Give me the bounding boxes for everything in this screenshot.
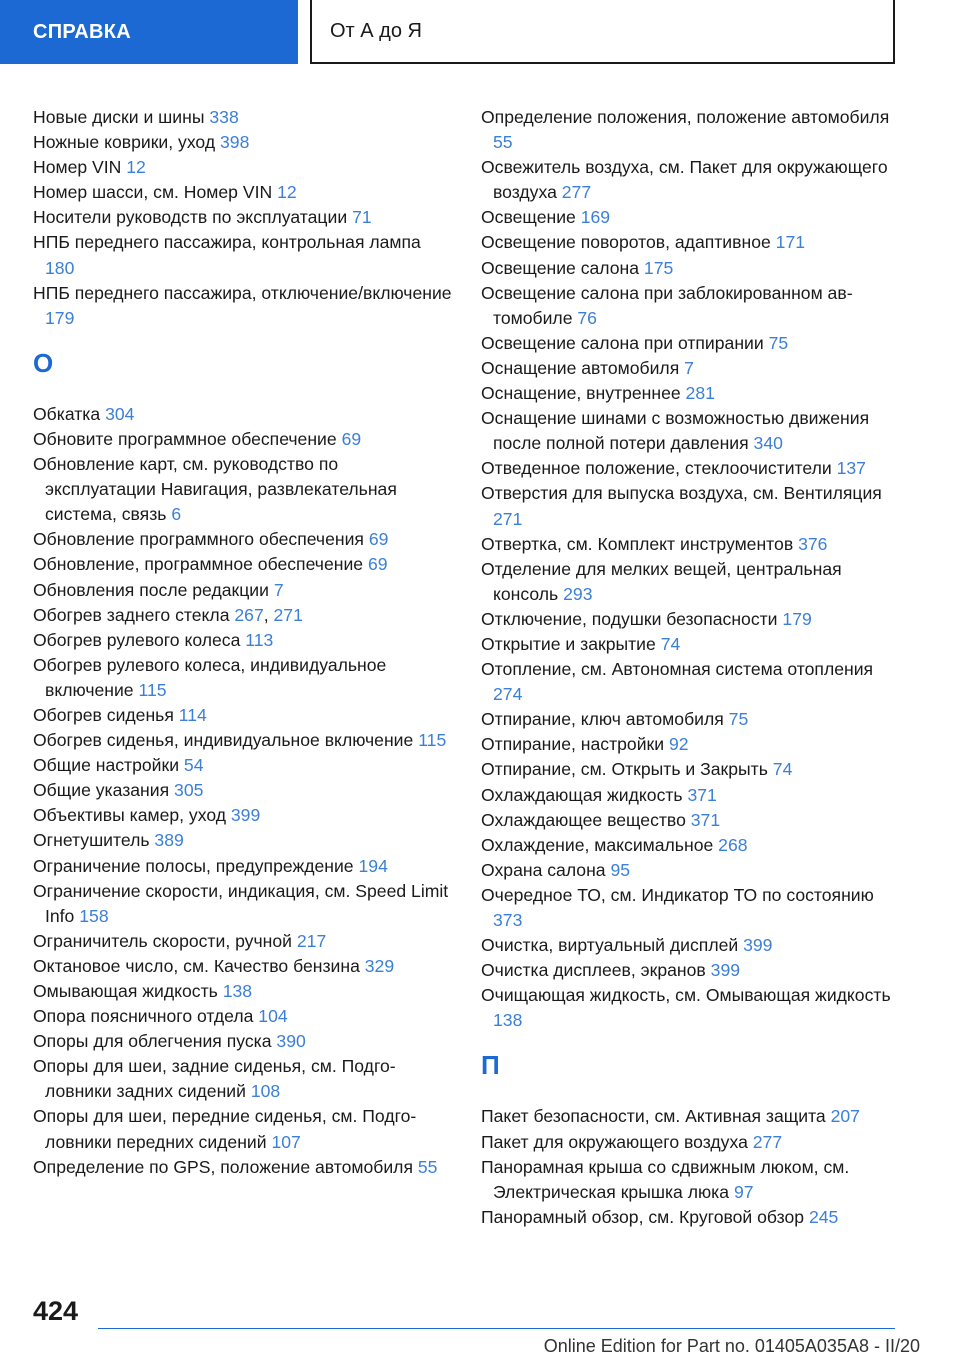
page-reference-link[interactable]: 245 [808, 1206, 839, 1227]
index-entry-term: Опоры для облегчения пуска [33, 1031, 272, 1052]
index-entry-term: Обновление, программное обеспечение [33, 554, 364, 575]
index-entry [481, 557, 901, 607]
index-letter-heading: П [481, 1050, 500, 1081]
index-entry [33, 1029, 453, 1054]
index-entry-term: Номер VIN [33, 157, 122, 178]
page-reference-link[interactable]: 69 [368, 529, 389, 550]
index-entry [33, 828, 453, 853]
index-entry-term: Обогрев сиденья, индивидуальное включение [33, 730, 414, 751]
index-entry [481, 1130, 901, 1155]
index-entry-term: Огнетушитель [33, 830, 150, 851]
index-entry [33, 452, 453, 527]
page-reference-link[interactable]: 92 [668, 734, 689, 755]
index-column-left [33, 105, 453, 1180]
page-reference-link[interactable]: 171 [775, 232, 806, 253]
index-entry-term: Определение положения, положение автомобиля [481, 107, 890, 127]
page-reference-link[interactable]: 108 [250, 1081, 281, 1102]
page-reference-link[interactable]: 399 [710, 960, 741, 981]
index-entry-term: Опоры для шеи, передние сиденья, см. Подголовники передних сидений [33, 1106, 417, 1152]
page-reference-link[interactable]: 113 [245, 629, 274, 650]
page-reference-link[interactable]: 55 [417, 1156, 438, 1177]
index-entry [481, 406, 901, 456]
index-entry [481, 331, 901, 356]
index-entry [481, 757, 901, 782]
page-reference-link[interactable]: 169 [580, 207, 611, 228]
index-entry-term: Ограничение скорости, индикация, см. Speed Limit Info [33, 880, 449, 926]
page-reference-link[interactable]: 12 [277, 182, 297, 203]
page-reference-link[interactable]: 97 [733, 1181, 754, 1202]
index-entry [481, 732, 901, 757]
index-entry [33, 1004, 453, 1029]
page-reference-link[interactable]: 74 [772, 759, 793, 780]
index-entry [481, 256, 901, 281]
section-label: СПРАВКА [33, 20, 132, 43]
index-entry [481, 883, 901, 933]
index-entry [481, 356, 901, 381]
index-entry-term: Оснащение, внутреннее [481, 383, 681, 404]
index-entry-term: Охлаждающая жидкость [481, 784, 683, 805]
index-entry-term: Обновления после редакции [33, 579, 269, 600]
page-reference-link[interactable]: 304 [105, 403, 135, 424]
page-reference-link[interactable]: 54 [183, 755, 204, 776]
index-entry [33, 929, 453, 954]
page-number: 424 [33, 1296, 79, 1326]
page-reference-link[interactable]: 271 [273, 604, 303, 625]
index-entry-term: Обогрев заднего стекла [33, 604, 230, 625]
page-reference-link[interactable]: 158 [79, 905, 109, 926]
index-entry-term: Освещение салона [481, 257, 640, 278]
index-entry-term: Общие указания [33, 780, 170, 801]
index-entry-term: Октановое число, см. Качество бензина [33, 955, 360, 976]
index-letter-heading: О [33, 347, 54, 378]
index-entry-term: Опора поясничного отдела [33, 1006, 254, 1027]
index-entry: Обогрев заднего стекла 267, 271 [33, 604, 303, 625]
index-entry-term: Отвертка, см. Комплект инструментов [481, 533, 794, 554]
index-entry [33, 1104, 453, 1154]
section-tab [0, 0, 298, 64]
page-reference-link[interactable]: 267 [234, 604, 264, 625]
index-entry [33, 230, 453, 280]
index-entry-term: Освещение поворотов, адаптивное [481, 232, 771, 253]
footer-divider [98, 1328, 895, 1329]
page-reference-link[interactable]: 75 [728, 709, 749, 730]
index-entry [33, 778, 453, 803]
index-entry [481, 1205, 901, 1230]
index-entry-term: Оснащение автомобиля [481, 357, 680, 378]
index-entry-term: Отпирание, настройки [481, 734, 665, 755]
index-entry-term: Обогрев сиденья [33, 704, 174, 725]
index-entry-term: Номер шасси, см. Номер VIN [33, 182, 273, 203]
index-entry-term: Охлаждающее вещество [481, 809, 686, 830]
page-reference-link[interactable]: 75 [768, 332, 789, 353]
index-entry [33, 703, 453, 728]
page-reference-link[interactable]: 115 [138, 679, 167, 700]
index-entry-term: Определение по GPS, положение автомобиля [33, 1156, 413, 1177]
index-entry [33, 105, 453, 130]
page-reference-link[interactable]: 71 [352, 207, 372, 228]
index-entry-term: Освещение салона при заблокированном автомобиле [481, 282, 853, 328]
page-reference-link[interactable]: 340 [753, 433, 783, 454]
index-entry-term: Очистка дисплеев, экранов [481, 960, 706, 981]
index-entry-term: Очередное ТО, см. Индикатор ТО по состоянию [481, 884, 874, 905]
index-entry [33, 552, 453, 577]
index-entry [33, 753, 453, 778]
index-entry [481, 632, 901, 657]
page-reference-link[interactable]: 277 [752, 1131, 783, 1152]
index-entry [33, 1155, 453, 1180]
index-entry-term: Отключение, подушки безопасности [481, 608, 778, 629]
page-reference-link[interactable]: 389 [154, 830, 184, 851]
index-entry-term: Обогрев рулевого колеса [33, 629, 241, 650]
page-reference-link[interactable]: 329 [364, 955, 395, 976]
page-reference-link[interactable]: 371 [690, 809, 721, 830]
index-entry [481, 808, 901, 833]
page-reference-link[interactable]: 95 [610, 859, 631, 880]
index-entry-term: НПБ переднего пассажира, контрольная лампа [33, 232, 421, 253]
index-entry-term: Ограничение полосы, предупреждение [33, 855, 354, 876]
page-reference-link[interactable]: 69 [341, 428, 362, 449]
index-entry-term: Очистка, виртуальный дисплей [481, 935, 739, 956]
index-entry-term: Отделение для мелких вещей, центральная консоль [481, 558, 842, 604]
page-reference-link[interactable]: 69 [367, 554, 388, 575]
index-entry [481, 155, 901, 205]
index-entry-term: Пакет для окружающего воздуха [481, 1131, 748, 1152]
index-column-right [481, 105, 901, 1230]
index-entry [33, 728, 453, 753]
page-reference-link[interactable]: 138 [493, 1010, 523, 1031]
index-entry [481, 381, 901, 406]
page-reference-link[interactable]: 107 [271, 1131, 301, 1152]
page-reference-link[interactable]: 180 [45, 257, 75, 278]
index-entry-term: Общие настройки [33, 755, 180, 776]
index-entry [481, 205, 901, 230]
index-entry [481, 833, 901, 858]
index-entry-term: Обновите программное обеспечение [33, 428, 337, 449]
index-entry [481, 230, 901, 255]
index-entry [481, 481, 901, 531]
index-entry-term: Ограничитель скорости, ручной [33, 930, 292, 951]
page-reference-link[interactable]: 74 [660, 633, 681, 654]
edition-footer: Online Edition for Part no. 01405A035A8 - II/20 [543, 1336, 920, 1356]
index-entry-term: Освещение [481, 207, 576, 228]
page-reference-link[interactable]: 12 [126, 157, 146, 178]
index-entry-term: НПБ переднего пассажира, отключение/включение [33, 282, 452, 303]
index-entry-term: Пакет безопасности, см. Активная защита [481, 1106, 826, 1127]
index-entry [481, 281, 901, 331]
index-entry [481, 657, 901, 707]
index-entry [33, 628, 453, 653]
page-reference-link[interactable]: 7 [273, 579, 284, 600]
index-entry-term: Новые диски и шины [33, 107, 205, 127]
index-entry [33, 1054, 453, 1104]
page-reference-link[interactable]: 194 [358, 855, 388, 876]
page-reference-link[interactable]: 371 [687, 784, 717, 805]
page-reference-link[interactable]: 398 [220, 132, 250, 153]
page-reference-link[interactable]: 376 [798, 533, 828, 554]
page-reference-link[interactable]: 7 [684, 357, 694, 378]
page-reference-link[interactable]: 399 [230, 805, 261, 826]
index-entry-term: Ножные коврики, уход [33, 132, 216, 153]
page-reference-link[interactable]: 175 [643, 257, 674, 278]
index-entry [481, 858, 901, 883]
index-entry [33, 180, 453, 205]
index-entry-term: Обновление программного обеспечения [33, 529, 364, 550]
index-entry-term: Отведенное положение, стеклоочистители [481, 458, 832, 479]
index-entry [33, 427, 453, 452]
index-entry-term: Обогрев рулевого колеса, индивидуальное включение [33, 654, 387, 700]
index-entry-term: Отпирание, ключ автомобиля [481, 709, 724, 730]
page-reference-link[interactable]: 217 [296, 930, 327, 951]
index-entry [481, 1104, 901, 1129]
index-entry-term: Панорамная крыша со сдвижным люком, см. Электрическая крышка люка [481, 1156, 850, 1202]
index-entry [481, 532, 901, 557]
page-reference-link[interactable]: 76 [577, 307, 597, 328]
page-reference-link[interactable]: 55 [493, 132, 513, 153]
index-entry-term: Панорамный обзор, см. Круговой обзор [481, 1206, 805, 1227]
index-entry [33, 205, 453, 230]
index-entry [481, 783, 901, 808]
index-entry-term: Обновление карт, см. руководство по эксплуатации Навигация, развлекательная система, связь [33, 454, 397, 525]
page-reference-link[interactable]: 6 [171, 504, 182, 525]
index-entry [33, 281, 453, 331]
index-entry [33, 578, 453, 603]
page-reference-link[interactable]: 138 [222, 981, 253, 1001]
index-entry [33, 130, 453, 155]
index-entry [33, 954, 453, 979]
index-entry [481, 1155, 901, 1205]
index-entry [481, 456, 901, 481]
index-entry-term: Очищающая жидкость, см. Омывающая жидкость [481, 985, 891, 1006]
index-entry-term: Освежитель воздуха, см. Пакет для окружающего воздуха [481, 157, 888, 203]
index-entry-term: Опоры для шеи, задние сиденья, см. Подголовники задних сидений [33, 1056, 396, 1102]
page-reference-link[interactable]: 115 [418, 730, 447, 751]
index-entry-term: Охрана салона [481, 859, 606, 880]
page-reference-link[interactable]: 399 [743, 935, 773, 956]
index-entry [33, 653, 453, 703]
page-reference-link[interactable]: 390 [276, 1031, 306, 1052]
index-entry-term: Оснащение шинами с возможностью движения после полной потери давления [481, 408, 870, 454]
index-entry [481, 983, 901, 1033]
page-reference-link[interactable]: 104 [258, 1006, 288, 1027]
index-entry-term: Отверстия для выпуска воздуха, см. Вентиляция [481, 483, 882, 504]
page-reference-link[interactable]: 114 [178, 704, 207, 725]
index-entry [481, 707, 901, 732]
page-reference-link[interactable]: 305 [174, 780, 204, 801]
page-reference-link[interactable]: 274 [493, 684, 523, 705]
index-entry [33, 402, 453, 427]
index-entry [481, 933, 901, 958]
index-entry [33, 527, 453, 552]
index-entry [33, 979, 453, 1004]
chapter-title: От А до Я [330, 19, 422, 42]
page-reference-link[interactable]: 271 [493, 508, 523, 529]
page-reference-link[interactable]: 179 [782, 608, 812, 629]
page-reference-link[interactable]: 268 [718, 834, 748, 855]
index-entry [33, 854, 453, 879]
index-entry-term: Охлаждение, максимальное [481, 834, 714, 855]
index-entry-term: Омывающая жидкость [33, 981, 218, 1001]
index-entry [33, 803, 453, 828]
index-entry-term: Отпирание, см. Открыть и Закрыть [481, 759, 768, 780]
page-reference-link[interactable]: 281 [685, 383, 715, 404]
page-reference-link[interactable]: 293 [563, 583, 593, 604]
index-entry [33, 879, 453, 929]
index-entry-term: Носители руководств по эксплуатации [33, 207, 348, 228]
index-entry-term: Обкатка [33, 403, 101, 424]
page-reference-link[interactable]: 179 [45, 307, 75, 328]
page-reference-link[interactable]: 277 [561, 182, 592, 203]
index-entry-term: Объективы камер, уход [33, 805, 226, 826]
index-entry-term: Освещение салона при отпирании [481, 332, 764, 353]
index-entry-term: Открытие и закрытие [481, 633, 656, 654]
page-reference-link[interactable]: 338 [209, 107, 239, 127]
index-entry [481, 105, 901, 155]
chapter-title-box [310, 0, 895, 64]
index-entry [481, 958, 901, 983]
page-reference-link[interactable]: 207 [830, 1106, 860, 1127]
index-entry [481, 607, 901, 632]
page-reference-link[interactable]: 373 [493, 910, 523, 930]
index-entry-term: Отопление, см. Автономная система отопления [481, 659, 874, 680]
index-entry [33, 155, 453, 180]
page-reference-link[interactable]: 137 [836, 458, 866, 479]
